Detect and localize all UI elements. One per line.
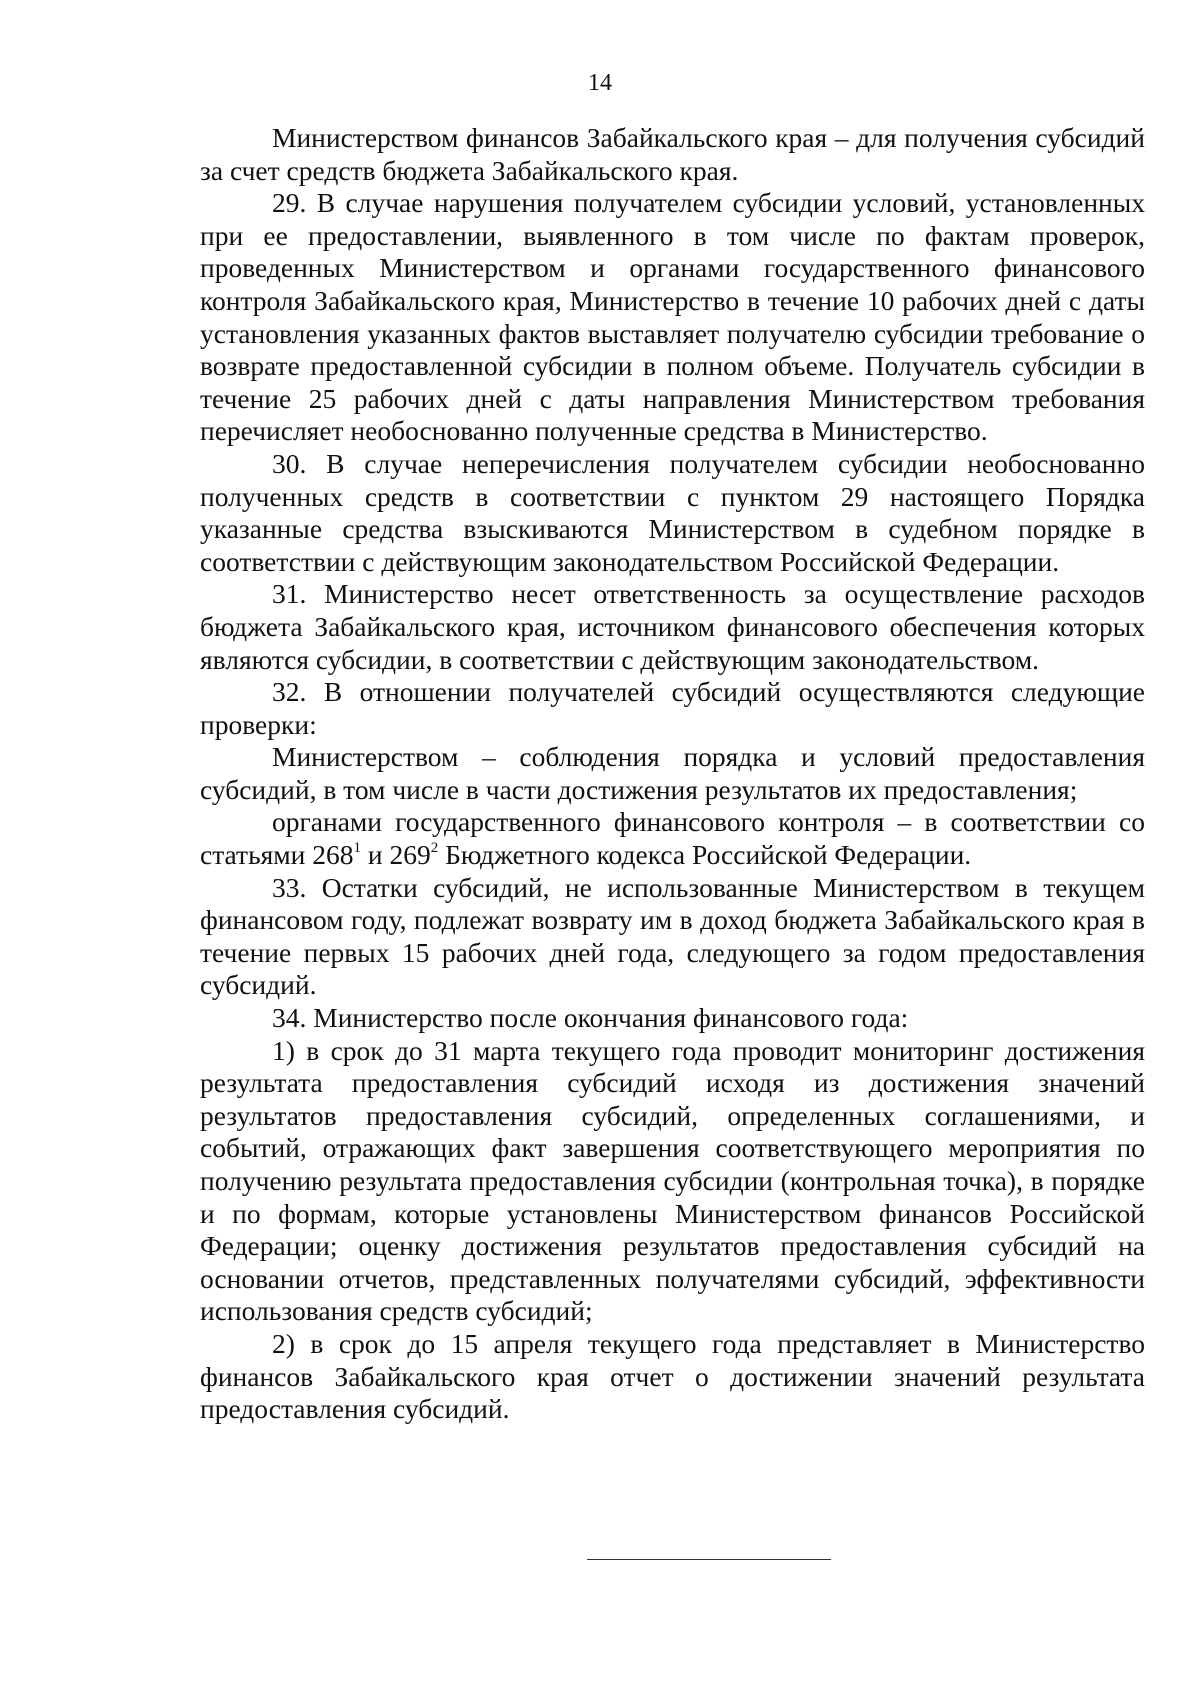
paragraph-33: 33. Остатки субсидий, не использованные Министерством в текущем финансовом году, подлежат возврату им в доход бюджета Забайкальского края в течение первых 15 рабочих дней года, следующего за годом предоставления субсидий. (200, 871, 1145, 1001)
control-text-part-3: Бюджетного кодекса Российской Федерации. (438, 839, 972, 871)
end-of-document-rule (587, 1559, 831, 1560)
superscript-2: 2 (430, 839, 439, 856)
control-text-part-1: органами государственного финансового контроля – в соответствии со статьями 268 (200, 806, 1145, 871)
paragraph-29: 29. В случае нарушения получателем субсидии условий, установленных при ее предоставлении, выявленного в том числе по фактам проверок, проведенных Министерством и органами государственного финансового контроля Забайкальского края, Министерство в течение 10 рабочих дней с даты установления указанных фактов выставляет получателю субсидии требование о возврате предоставленной субсидии в полном объеме. Получатель субсидии в течение 25 рабочих дней с даты направления Министерством требования перечисляет необоснованно полученные средства в Министерство. (200, 187, 1145, 447)
paragraph-31: 31. Министерство несет ответственность за осуществление расходов бюджета Забайкальского края, источником финансового обеспечения которых являются субсидии, в соответствии с действующим законодательством. (200, 578, 1145, 675)
document-body (200, 122, 1145, 1426)
page-number: 14 (588, 70, 612, 96)
paragraph-continuation: Министерством финансов Забайкальского края – для получения субсидий за счет средств бюджета Забайкальского края. (200, 122, 1145, 186)
paragraph-32: 32. В отношении получателей субсидий осуществляются следующие проверки: (200, 676, 1145, 740)
paragraph-34-item-1: 1) в срок до 31 марта текущего года проводит мониторинг достижения результата предоставления субсидий исходя из достижения значений результатов предоставления субсидий, определенных соглашениями, и событий, отражающих факт завершения соответствующего мероприятия по получению результата предоставления субсидии (контрольная точка), в порядке и по формам, которые установлены Министерством финансов Российской Федерации; оценку достижения результатов предоставления субсидий на основании отчетов, представленных получателями субсидий, эффективности использования средств субсидий; (200, 1034, 1145, 1327)
paragraph-32-ministry-check: Министерством – соблюдения порядка и условий предоставления субсидий, в том числе в части достижения результатов их предоставления; (200, 741, 1145, 805)
paragraph-32-financial-control-check (200, 806, 1145, 871)
paragraph-30: 30. В случае неперечисления получателем субсидии необоснованно полученных средств в соответствии с пунктом 29 настоящего Порядка указанные средства взыскиваются Министерством в судебном порядке в соответствии с действующим законодательством Российской Федерации. (200, 447, 1145, 577)
paragraph-34-item-2: 2) в срок до 15 апреля текущего года представляет в Министерство финансов Забайкальского края отчет о достижении значений результата предоставления субсидий. (200, 1327, 1145, 1425)
superscript-1: 1 (353, 839, 362, 856)
paragraph-34: 34. Министерство после окончания финансового года: (272, 1002, 909, 1034)
control-text-part-2: и 269 (361, 839, 431, 871)
